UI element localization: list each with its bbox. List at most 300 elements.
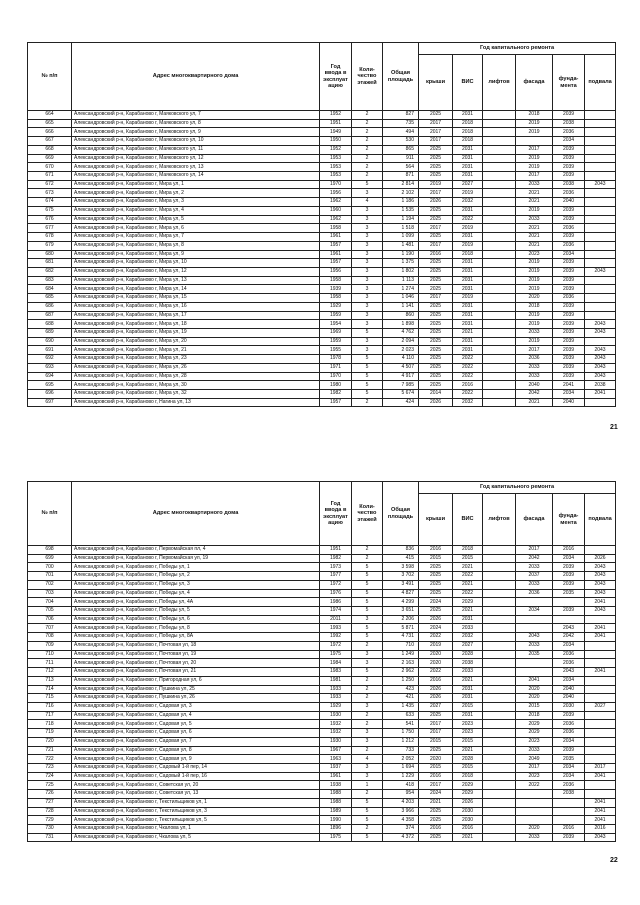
- cell-floors: 3: [352, 737, 383, 746]
- cell-facade-year: 2015: [516, 702, 553, 711]
- cell-floors: 3: [352, 224, 383, 233]
- cell-floors: 3: [352, 294, 383, 303]
- cell-year: 1955: [320, 346, 352, 355]
- cell-floors: 3: [352, 276, 383, 285]
- cell-foundation-year: 2038: [553, 180, 585, 189]
- cell-floors: 3: [352, 615, 383, 624]
- cell-floors: 2: [352, 154, 383, 163]
- cell-area: 3 651: [383, 607, 419, 616]
- cell-lifts-year: [483, 302, 516, 311]
- cell-address: Александровский р-н, Карабаново г, Победы ул, 5: [72, 607, 320, 616]
- cell-lifts-year: [483, 685, 516, 694]
- cell-number: 698: [28, 546, 72, 555]
- cell-area: 1 186: [383, 198, 419, 207]
- cell-foundation-year: 2039: [553, 233, 585, 242]
- cell-vis-year: 2021: [453, 833, 483, 842]
- cell-basement-year: 2043: [585, 580, 616, 589]
- cell-number: 722: [28, 755, 72, 764]
- cell-basement-year: 2041: [585, 598, 616, 607]
- cell-foundation-year: 2039: [553, 563, 585, 572]
- table-row: [28, 694, 616, 703]
- cell-year: 1975: [320, 833, 352, 842]
- cell-address: Александровский р-н, Карабаново г, Мира ул, 21: [72, 346, 320, 355]
- cell-address: Александровский р-н, Карабаново г, Чкалова ул, 5: [72, 833, 320, 842]
- cell-year: 1930: [320, 737, 352, 746]
- cell-lifts-year: [483, 154, 516, 163]
- cell-roof-year: 2015: [419, 763, 453, 772]
- cell-foundation-year: 2036: [553, 294, 585, 303]
- cell-foundation-year: 2035: [553, 589, 585, 598]
- cell-vis-year: 2031: [453, 320, 483, 329]
- cell-number: 665: [28, 119, 72, 128]
- cell-roof-year: 2016: [419, 825, 453, 834]
- cell-facade-year: 2023: [516, 250, 553, 259]
- cell-basement-year: 2041: [585, 668, 616, 677]
- table-row: [28, 763, 616, 772]
- cell-year: 1969: [320, 328, 352, 337]
- cell-facade-year: 2034: [516, 607, 553, 616]
- repair-year-group-header: Год капитального ремонта: [419, 43, 616, 55]
- cell-floors: 3: [352, 320, 383, 329]
- cell-address: Александровский р-н, Карабаново г, Победы ул, 8А: [72, 633, 320, 642]
- cell-lifts-year: [483, 163, 516, 172]
- cell-roof-year: 2025: [419, 807, 453, 816]
- cell-roof-year: 2025: [419, 607, 453, 616]
- cell-foundation-year: 2039: [553, 215, 585, 224]
- cell-address: Александровский р-н, Карабаново г, Чкалова ул, 1: [72, 825, 320, 834]
- cell-floors: 3: [352, 267, 383, 276]
- cell-lifts-year: [483, 189, 516, 198]
- cell-roof-year: 2017: [419, 119, 453, 128]
- cell-year: 1993: [320, 624, 352, 633]
- cell-address: Александровский р-н, Карабаново г, Мира ул, 32: [72, 390, 320, 399]
- cell-foundation-year: 2039: [553, 746, 585, 755]
- cell-address: Александровский р-н, Карабаново г, Победы ул, 4: [72, 589, 320, 598]
- table-row: [28, 215, 616, 224]
- cell-number: 696: [28, 390, 72, 399]
- cell-year: 1951: [320, 546, 352, 555]
- cell-roof-year: 2026: [419, 198, 453, 207]
- cell-address: Александровский р-н, Карабаново г, Маяковского ул, 7: [72, 111, 320, 120]
- cell-basement-year: [585, 206, 616, 215]
- cell-area: 1 694: [383, 763, 419, 772]
- cell-roof-year: 2025: [419, 276, 453, 285]
- cell-area: 2 163: [383, 659, 419, 668]
- cell-facade-year: 2017: [516, 346, 553, 355]
- cell-vis-year: 2018: [453, 137, 483, 146]
- cell-facade-year: 2033: [516, 563, 553, 572]
- cell-area: 424: [383, 398, 419, 407]
- cell-area: 2 102: [383, 189, 419, 198]
- cell-foundation-year: 2034: [553, 137, 585, 146]
- cell-number: 700: [28, 563, 72, 572]
- cell-roof-year: 2019: [419, 641, 453, 650]
- document-page-22: [0, 452, 640, 905]
- cell-vis-year: 2033: [453, 624, 483, 633]
- cell-number: 688: [28, 320, 72, 329]
- cell-floors: 3: [352, 311, 383, 320]
- cell-roof-year: 2025: [419, 572, 453, 581]
- cell-basement-year: [585, 755, 616, 764]
- cell-lifts-year: [483, 816, 516, 825]
- cell-year: 1959: [320, 337, 352, 346]
- cell-roof-year: 2026: [419, 398, 453, 407]
- table-row: [28, 615, 616, 624]
- col-vis-header: ВИС: [453, 55, 483, 111]
- cell-basement-year: 2043: [585, 320, 616, 329]
- cell-roof-year: 2025: [419, 337, 453, 346]
- cell-basement-year: 2043: [585, 833, 616, 842]
- cell-number: 725: [28, 781, 72, 790]
- cell-facade-year: 2019: [516, 154, 553, 163]
- cell-lifts-year: [483, 737, 516, 746]
- table-row: [28, 172, 616, 181]
- cell-floors: 5: [352, 355, 383, 364]
- cell-roof-year: 2025: [419, 589, 453, 598]
- cell-lifts-year: [483, 720, 516, 729]
- cell-vis-year: 2031: [453, 111, 483, 120]
- cell-number: 726: [28, 790, 72, 799]
- cell-year: 1958: [320, 224, 352, 233]
- table-row: [28, 729, 616, 738]
- cell-foundation-year: 2034: [553, 737, 585, 746]
- cell-basement-year: 2043: [585, 355, 616, 364]
- table-row: [28, 772, 616, 781]
- table-row: [28, 398, 616, 407]
- cell-address: Александровский р-н, Карабаново г, Пушкина ул, 26: [72, 694, 320, 703]
- cell-floors: 5: [352, 563, 383, 572]
- cell-basement-year: [585, 337, 616, 346]
- cell-vis-year: 2031: [453, 267, 483, 276]
- table-row: [28, 363, 616, 372]
- cell-vis-year: 2021: [453, 563, 483, 572]
- cell-roof-year: 2017: [419, 224, 453, 233]
- cell-lifts-year: [483, 659, 516, 668]
- cell-year: 1986: [320, 598, 352, 607]
- repair-table-p22: [27, 481, 616, 842]
- cell-foundation-year: 2043: [553, 668, 585, 677]
- cell-number: 679: [28, 241, 72, 250]
- cell-number: 699: [28, 554, 72, 563]
- cell-vis-year: 2015: [453, 702, 483, 711]
- cell-address: Александровский р-н, Карабаново г, Победы ул, 6: [72, 615, 320, 624]
- cell-lifts-year: [483, 180, 516, 189]
- cell-number: 687: [28, 311, 72, 320]
- document-page-21: [0, 0, 640, 452]
- cell-area: 415: [383, 554, 419, 563]
- cell-foundation-year: 2034: [553, 554, 585, 563]
- cell-basement-year: 2017: [585, 763, 616, 772]
- cell-roof-year: 2025: [419, 363, 453, 372]
- col-address-header: Адрес многоквартирного дома: [72, 43, 320, 111]
- cell-number: 666: [28, 128, 72, 137]
- cell-lifts-year: [483, 233, 516, 242]
- cell-year: 1988: [320, 798, 352, 807]
- cell-floors: 3: [352, 729, 383, 738]
- page-number: 22: [610, 857, 618, 864]
- cell-area: 564: [383, 163, 419, 172]
- cell-floors: 3: [352, 772, 383, 781]
- cell-foundation-year: 2036: [553, 224, 585, 233]
- cell-basement-year: [585, 685, 616, 694]
- cell-facade-year: 2020: [516, 685, 553, 694]
- cell-facade-year: 2033: [516, 833, 553, 842]
- cell-roof-year: 2021: [419, 798, 453, 807]
- cell-foundation-year: 2016: [553, 546, 585, 555]
- table-row: [28, 276, 616, 285]
- cell-basement-year: [585, 729, 616, 738]
- cell-floors: 2: [352, 111, 383, 120]
- cell-roof-year: 2025: [419, 311, 453, 320]
- cell-year: 1962: [320, 198, 352, 207]
- cell-year: 1970: [320, 180, 352, 189]
- cell-floors: 5: [352, 598, 383, 607]
- cell-address: Александровский р-н, Карабаново г, Почтовая ул, 21: [72, 668, 320, 677]
- cell-facade-year: 2041: [516, 676, 553, 685]
- cell-address: Александровский р-н, Карабаново г, Садовая ул, 4: [72, 711, 320, 720]
- cell-basement-year: 2027: [585, 702, 616, 711]
- cell-vis-year: 2030: [453, 807, 483, 816]
- cell-foundation-year: 2039: [553, 833, 585, 842]
- cell-number: 723: [28, 763, 72, 772]
- table-row: [28, 233, 616, 242]
- cell-year: 1932: [320, 720, 352, 729]
- cell-number: 703: [28, 589, 72, 598]
- cell-year: 1977: [320, 572, 352, 581]
- cell-floors: 3: [352, 650, 383, 659]
- cell-floors: 5: [352, 180, 383, 189]
- cell-number: 721: [28, 746, 72, 755]
- cell-vis-year: 2018: [453, 546, 483, 555]
- cell-facade-year: 2019: [516, 119, 553, 128]
- cell-year: 1929: [320, 702, 352, 711]
- cell-lifts-year: [483, 328, 516, 337]
- cell-vis-year: 2022: [453, 572, 483, 581]
- cell-address: Александровский р-н, Карабаново г, Мира ул, 15: [72, 294, 320, 303]
- cell-floors: 3: [352, 659, 383, 668]
- cell-year: 1972: [320, 641, 352, 650]
- cell-vis-year: 2021: [453, 746, 483, 755]
- cell-basement-year: [585, 781, 616, 790]
- cell-roof-year: 2025: [419, 563, 453, 572]
- cell-vis-year: 2031: [453, 276, 483, 285]
- table-body-p21: [28, 111, 616, 407]
- cell-vis-year: 2018: [453, 128, 483, 137]
- cell-address: Александровский р-н, Карабаново г, Маяковского ул, 11: [72, 145, 320, 154]
- cell-facade-year: 2019: [516, 285, 553, 294]
- cell-floors: 2: [352, 137, 383, 146]
- cell-roof-year: 2026: [419, 615, 453, 624]
- cell-lifts-year: [483, 554, 516, 563]
- cell-year: 1982: [320, 390, 352, 399]
- cell-floors: 5: [352, 624, 383, 633]
- cell-address: Александровский р-н, Карабаново г, Мира ул, 28: [72, 372, 320, 381]
- cell-number: 672: [28, 180, 72, 189]
- cell-foundation-year: 2036: [553, 720, 585, 729]
- cell-facade-year: 2019: [516, 128, 553, 137]
- table-row: [28, 720, 616, 729]
- table-row: [28, 711, 616, 720]
- cell-year: 1933: [320, 694, 352, 703]
- cell-year: 1896: [320, 825, 352, 834]
- cell-area: 3 702: [383, 572, 419, 581]
- cell-foundation-year: 2038: [553, 790, 585, 799]
- cell-roof-year: 2025: [419, 163, 453, 172]
- cell-lifts-year: [483, 650, 516, 659]
- cell-year: 1976: [320, 589, 352, 598]
- cell-facade-year: 2021: [516, 198, 553, 207]
- table-row: [28, 624, 616, 633]
- cell-foundation-year: 2039: [553, 206, 585, 215]
- cell-number: 682: [28, 267, 72, 276]
- cell-facade-year: [516, 137, 553, 146]
- cell-area: 4 731: [383, 633, 419, 642]
- cell-address: Александровский р-н, Карабаново г, Мира ул, 23: [72, 355, 320, 364]
- cell-vis-year: 2029: [453, 790, 483, 799]
- cell-address: Александровский р-н, Карабаново г, Садовый 1-й пер, 14: [72, 763, 320, 772]
- cell-facade-year: 2040: [516, 381, 553, 390]
- table-row: [28, 328, 616, 337]
- cell-address: Александровский р-н, Карабаново г, Почтовая ул, 19: [72, 650, 320, 659]
- cell-number: 708: [28, 633, 72, 642]
- cell-address: Александровский р-н, Карабаново г, Садовая ул, 5: [72, 720, 320, 729]
- cell-number: 704: [28, 598, 72, 607]
- cell-area: 954: [383, 790, 419, 799]
- cell-address: Александровский р-н, Карабаново г, Почтовая ул, 20: [72, 659, 320, 668]
- col-year-header: Год ввода в эксплуат ацию: [320, 43, 352, 111]
- cell-lifts-year: [483, 580, 516, 589]
- cell-basement-year: [585, 241, 616, 250]
- cell-facade-year: [516, 798, 553, 807]
- cell-basement-year: 2041: [585, 816, 616, 825]
- cell-address: Александровский р-н, Карабаново г, Текстильщиков ул, 5: [72, 816, 320, 825]
- cell-foundation-year: 2036: [553, 650, 585, 659]
- cell-area: 494: [383, 128, 419, 137]
- cell-lifts-year: [483, 798, 516, 807]
- cell-number: 727: [28, 798, 72, 807]
- cell-year: 1957: [320, 259, 352, 268]
- cell-year: 1958: [320, 294, 352, 303]
- cell-roof-year: 2025: [419, 111, 453, 120]
- cell-lifts-year: [483, 641, 516, 650]
- cell-lifts-year: [483, 198, 516, 207]
- col-floors-header: Коли-чество этажей: [352, 43, 383, 111]
- table-row: [28, 659, 616, 668]
- cell-basement-year: [585, 137, 616, 146]
- cell-foundation-year: [553, 598, 585, 607]
- cell-area: 733: [383, 746, 419, 755]
- cell-lifts-year: [483, 172, 516, 181]
- cell-vis-year: 2023: [453, 720, 483, 729]
- cell-foundation-year: 2042: [553, 633, 585, 642]
- cell-number: 717: [28, 711, 72, 720]
- cell-roof-year: 2017: [419, 137, 453, 146]
- cell-floors: 2: [352, 145, 383, 154]
- cell-floors: 2: [352, 676, 383, 685]
- cell-year: 1953: [320, 163, 352, 172]
- table-row: [28, 267, 616, 276]
- table-row: [28, 607, 616, 616]
- cell-foundation-year: 2039: [553, 337, 585, 346]
- cell-address: Александровский р-н, Карабаново г, Победы ул, 8: [72, 624, 320, 633]
- cell-roof-year: 2020: [419, 650, 453, 659]
- cell-floors: 4: [352, 755, 383, 764]
- cell-lifts-year: [483, 755, 516, 764]
- cell-vis-year: 2031: [453, 259, 483, 268]
- cell-facade-year: 2023: [516, 772, 553, 781]
- cell-vis-year: 2023: [453, 729, 483, 738]
- cell-basement-year: [585, 615, 616, 624]
- cell-area: 7 985: [383, 381, 419, 390]
- cell-lifts-year: [483, 676, 516, 685]
- cell-address: Александровский р-н, Карабаново г, Текстильщиков ул, 3: [72, 807, 320, 816]
- cell-roof-year: 2025: [419, 154, 453, 163]
- cell-vis-year: 2030: [453, 816, 483, 825]
- cell-basement-year: [585, 720, 616, 729]
- cell-year: 1963: [320, 755, 352, 764]
- cell-basement-year: [585, 285, 616, 294]
- table-row: [28, 589, 616, 598]
- cell-basement-year: [585, 294, 616, 303]
- cell-lifts-year: [483, 137, 516, 146]
- cell-area: 1 250: [383, 676, 419, 685]
- cell-number: 690: [28, 337, 72, 346]
- cell-area: 4 110: [383, 355, 419, 364]
- cell-address: Александровский р-н, Карабаново г, Первомайская пл, 4: [72, 546, 320, 555]
- cell-area: 911: [383, 154, 419, 163]
- cell-area: 1 229: [383, 772, 419, 781]
- cell-basement-year: 2041: [585, 807, 616, 816]
- cell-lifts-year: [483, 668, 516, 677]
- cell-facade-year: 2036: [516, 355, 553, 364]
- cell-roof-year: 2025: [419, 816, 453, 825]
- cell-area: 423: [383, 685, 419, 694]
- cell-area: 421: [383, 694, 419, 703]
- cell-roof-year: 2022: [419, 668, 453, 677]
- cell-year: 2011: [320, 615, 352, 624]
- cell-floors: 5: [352, 816, 383, 825]
- cell-foundation-year: 2036: [553, 659, 585, 668]
- cell-lifts-year: [483, 746, 516, 755]
- cell-area: 3 491: [383, 580, 419, 589]
- cell-facade-year: [516, 816, 553, 825]
- cell-lifts-year: [483, 145, 516, 154]
- cell-area: 860: [383, 311, 419, 320]
- cell-roof-year: 2025: [419, 355, 453, 364]
- cell-area: 1 249: [383, 650, 419, 659]
- table-row: [28, 702, 616, 711]
- cell-year: 1954: [320, 320, 352, 329]
- cell-roof-year: 2025: [419, 711, 453, 720]
- cell-address: Александровский р-н, Карабаново г, Победы ул, 1: [72, 563, 320, 572]
- cell-year: 1975: [320, 650, 352, 659]
- cell-vis-year: 2031: [453, 154, 483, 163]
- cell-year: 1956: [320, 267, 352, 276]
- cell-lifts-year: [483, 398, 516, 407]
- cell-year: 1984: [320, 659, 352, 668]
- cell-address: Александровский р-н, Карабаново г, Маяковского ул, 10: [72, 137, 320, 146]
- cell-facade-year: 2019: [516, 267, 553, 276]
- cell-year: 1992: [320, 633, 352, 642]
- table-row: [28, 320, 616, 329]
- cell-facade-year: 2023: [516, 737, 553, 746]
- cell-roof-year: 2016: [419, 250, 453, 259]
- cell-basement-year: 2043: [585, 328, 616, 337]
- table-row: [28, 259, 616, 268]
- cell-floors: 5: [352, 668, 383, 677]
- cell-basement-year: [585, 154, 616, 163]
- cell-roof-year: 2025: [419, 285, 453, 294]
